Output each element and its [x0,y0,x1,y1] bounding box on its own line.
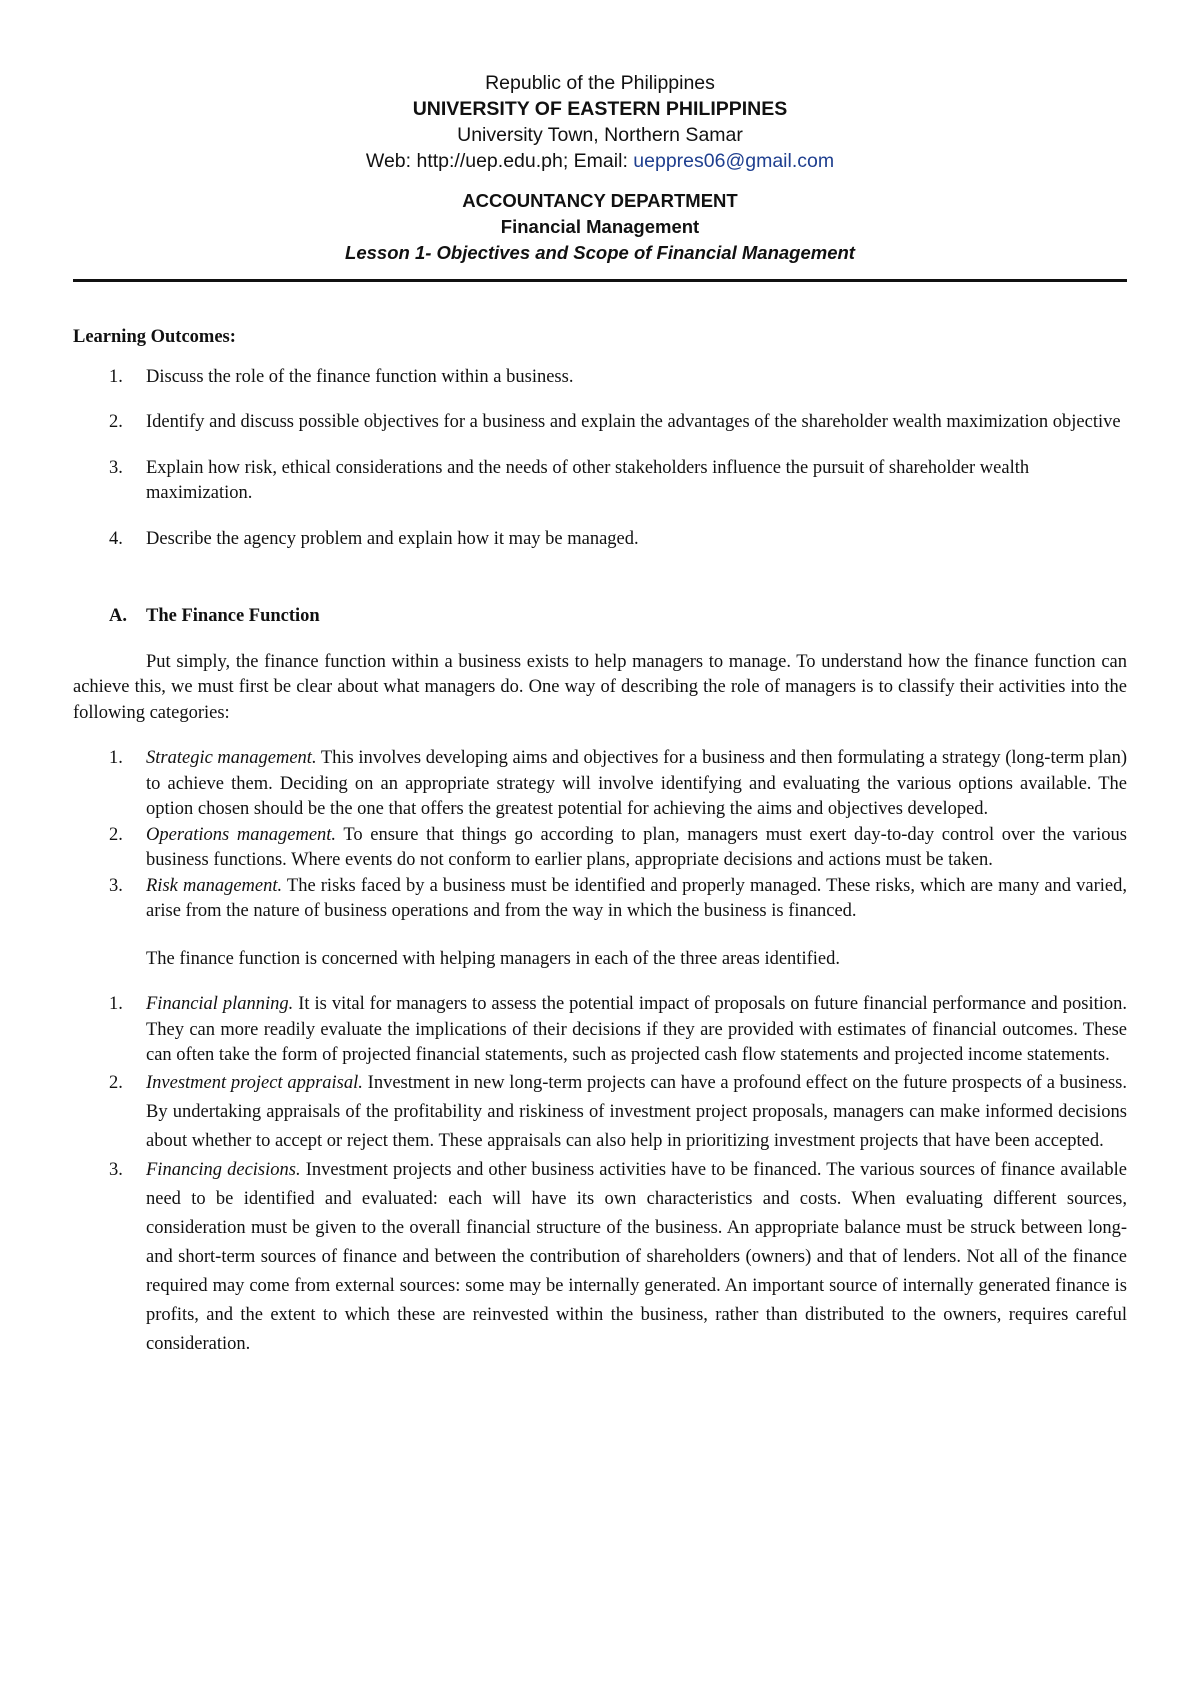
list-text: It is vital for managers to assess the potential impact of proposals on future financial performance and position. They can more readily evaluate the implications of their decisions if they are provided with estimates of financial outcomes. These can often take the form of projected financial statements, such as projected cash flow statements and projected income statements. [146,994,1128,1065]
list-text: The risks faced by a business must be identified and properly managed. These risks, which are many and varied, arise from the nature of business operations and from the way in which the business is financed. [146,875,1127,921]
lesson-title: Lesson 1- Objectives and Scope of Financial Management [345,242,855,263]
list-text: Describe the agency problem and explain how it may be managed. [146,528,639,549]
document-body [73,325,1127,1359]
list-item [73,992,1127,1069]
list-item [73,1156,1127,1359]
list-text: Investment projects and other business activities have to be financed. The various sources of finance available need to be identified and evaluated: each will have its own characteristics and costs. When evaluating different sources, consideration must be given to the overall financial structure of the business. An appropriate balance must be struck between long- and short-term sources of finance and between the contribution of shareholders (owners) and that of lenders. Not all of the finance required may come from external sources: some may be internally generated. An important source of internally generated finance is profits, and the extent to which these are reinvested within the business, rather than distributed to the owners, requires careful consideration. [146,1159,1127,1354]
list-term: Operations management. [146,824,337,845]
list-term: Financing decisions. [146,1159,301,1180]
list-item [73,823,1127,874]
university-location: University Town, Northern Samar [457,124,743,146]
department-title: ACCOUNTANCY DEPARTMENT [462,190,738,211]
list-number: 3. [109,1159,123,1180]
manager-categories-list [73,746,1127,925]
list-text: To ensure that things go according to plan, managers must exert day-to-day control over the various business functions. Where events do not conform to earlier plans, appropriate decisions and actions must be taken. [146,824,1127,870]
finance-areas-list-cont [73,1069,1127,1359]
section-title: The Finance Function [146,606,320,626]
list-term: Risk management. [146,875,283,896]
republic-line: Republic of the Philippines [485,72,715,94]
list-term: Financial planning. [146,994,294,1014]
list-number: 1. [109,748,123,768]
section-a-heading [73,604,1127,630]
list-text: Explain how risk, ethical considerations and the needs of other stakeholders influence the pursuit of shareholder wealth maximization. [146,457,1030,503]
email-link[interactable]: ueppres06@gmail.com [633,150,835,172]
list-text: Investment in new long-term projects can have a profound effect on the future prospects of a business. By undertaking appraisals of the profitability and riskiness of investment project proposals, managers can make informed decisions about whether to accept or reject them. These appraisals can also help in prioritizing investment projects that have been accepted. [146,1072,1127,1151]
university-name: UNIVERSITY OF EASTERN PHILIPPINES [412,98,788,120]
learning-outcomes-heading: Learning Outcomes: [73,327,236,347]
list-item [73,874,1127,925]
finance-areas-list [73,992,1127,1069]
learning-outcomes-list [73,365,1127,553]
list-number: 2. [109,412,123,432]
list-number: 1. [109,994,123,1014]
list-item [73,410,1127,436]
section-letter: A. [109,606,127,626]
list-number: 2. [109,824,123,845]
list-term: Investment project appraisal. [146,1072,363,1093]
web-text: Web: http://uep.edu.ph; Email: [365,150,634,172]
list-item [73,1069,1127,1156]
list-term: Strategic management. [146,748,317,768]
course-title: Financial Management [500,216,700,237]
list-item [73,746,1127,823]
list-number: 3. [109,457,123,478]
list-number: 3. [109,875,123,896]
contact-line [0,148,1200,174]
list-number: 4. [109,528,123,549]
finance-function-paragraph: The finance function is concerned with helping managers in each of the three areas identified. [146,948,840,969]
list-item [73,365,1127,391]
list-item [73,527,1127,553]
list-text: Identify and discuss possible objectives for a business and explain the advantages of the shareholder wealth maximization objective [146,412,1121,432]
header-divider [73,279,1127,282]
intro-paragraph: Put simply, the finance function within a business exists to help managers to manage. To understand how the finance function can achieve this, we must first be clear about what managers do. One way of describing the role of managers is to classify their activities into the following categories: [73,651,1127,723]
list-text: Discuss the role of the finance function within a business. [146,366,574,387]
list-item [73,456,1127,507]
list-number: 2. [109,1072,123,1093]
list-text: This involves developing aims and objectives for a business and then formulating a strategy (long-term plan) to achieve them. Deciding on an appropriate strategy will involve identifying and evaluating the various options available. The option chosen should be the one that offers the greatest potential for achieving the aims and objectives developed. [146,748,1127,819]
list-number: 1. [109,366,123,387]
letterhead [0,70,1200,266]
